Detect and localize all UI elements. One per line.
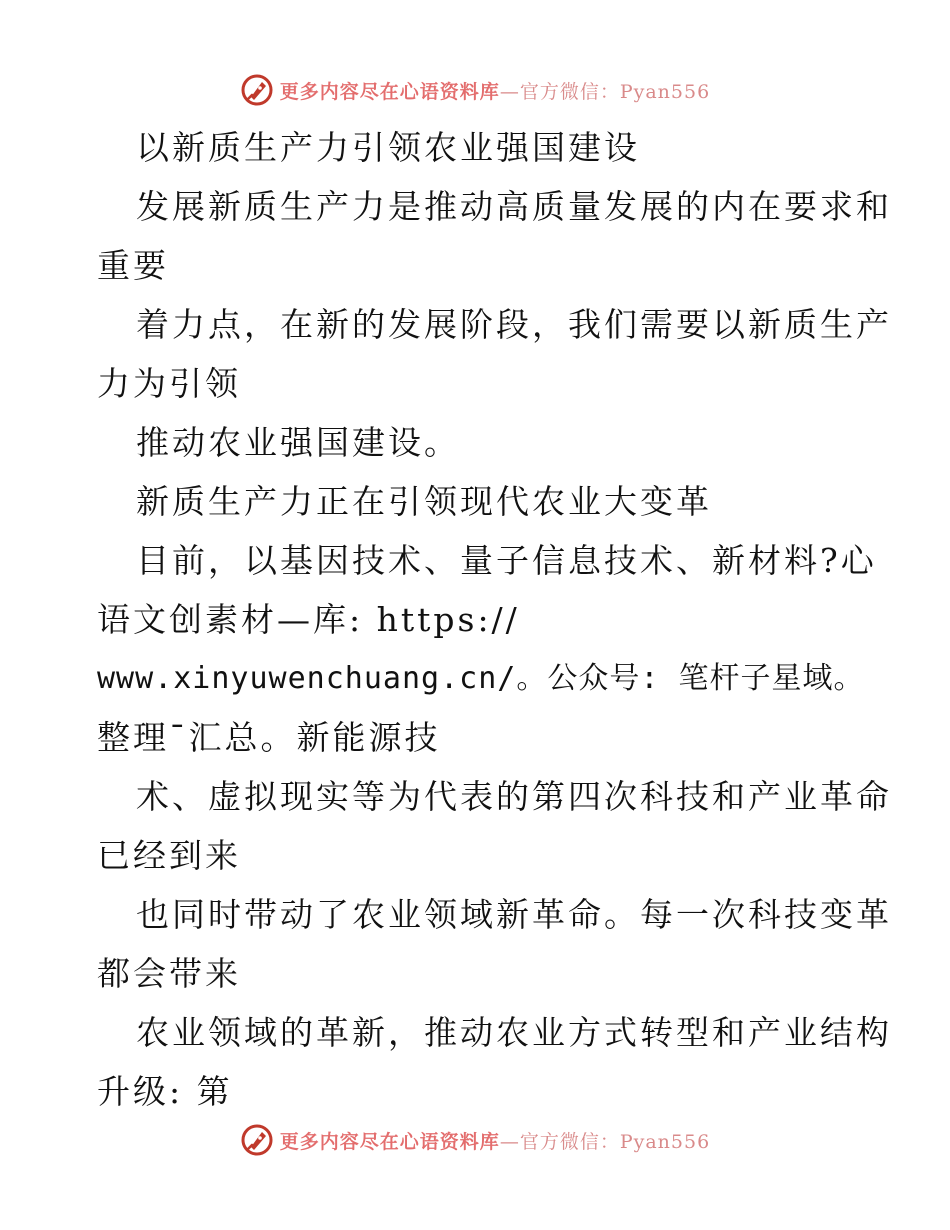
- header-banner-text: [280, 77, 710, 104]
- header-separator: —: [499, 80, 520, 103]
- body-line: 整理¯汇总。新能源技: [97, 718, 441, 757]
- body-line: 术、虚拟现实等为代表的第四次科技和产业革命: [136, 777, 892, 816]
- body-line: 推动农业强国建设。: [136, 423, 460, 462]
- body-line: 发展新质生产力是推动高质量发展的内在要求和: [136, 187, 892, 226]
- footer-banner-text: [280, 1127, 710, 1154]
- body-line: 目前，以基因技术、量子信息技术、新材料?心: [136, 541, 877, 580]
- document-body: [97, 118, 892, 1121]
- pen-nib-logo-icon: [240, 73, 274, 107]
- body-line: 重要: [97, 246, 169, 285]
- body-line: 着力点，在新的发展阶段，我们需要以新质生产: [136, 305, 892, 344]
- body-line-url: www.xinyuwenchuang.cn/。公众号: 笔杆子星域。: [97, 661, 865, 696]
- footer-separator: —: [499, 1130, 520, 1153]
- header-brand: 更多内容尽在心语资料库: [279, 80, 500, 103]
- body-line: 力为引领: [97, 364, 241, 403]
- header-wechat-id: Pyan556: [619, 80, 711, 103]
- pen-nib-logo-icon: [240, 1123, 274, 1157]
- body-line: 已经到来: [97, 836, 241, 875]
- body-line: 以新质生产力引领农业强国建设: [136, 128, 640, 167]
- footer-wechat-label: 官方微信：: [519, 1130, 620, 1153]
- body-line: 都会带来: [97, 954, 241, 993]
- body-line: 新质生产力正在引领现代农业大变革: [136, 482, 712, 521]
- body-line: 语文创素材—库: https://: [97, 600, 520, 639]
- body-line: 农业领域的革新，推动农业方式转型和产业结构: [136, 1013, 892, 1052]
- footer-wechat-id: Pyan556: [619, 1130, 711, 1153]
- body-line: 升级: 第: [97, 1072, 233, 1111]
- footer-banner: [0, 1122, 950, 1158]
- header-banner: [0, 72, 950, 108]
- footer-brand: 更多内容尽在心语资料库: [279, 1130, 500, 1153]
- body-line: 也同时带动了农业领域新革命。每一次科技变革: [136, 895, 892, 934]
- header-wechat-label: 官方微信：: [519, 80, 620, 103]
